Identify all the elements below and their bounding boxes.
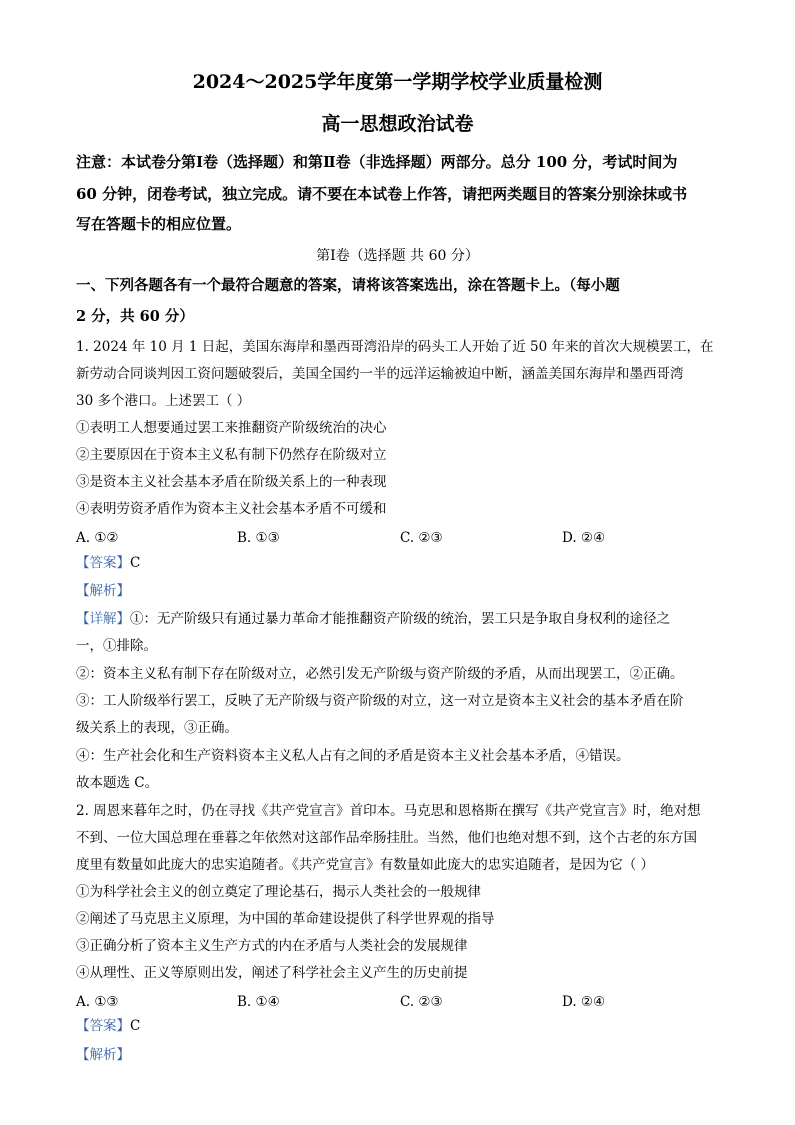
q1-option-a: A. ①②: [76, 530, 119, 546]
q1-statement: ④表明劳资矛盾作为资本主义社会基本矛盾不可缓和: [76, 501, 387, 517]
answer-tag: 【答案】: [76, 1018, 130, 1034]
q1-detail-line: ③：工人阶级举行罢工，反映了无产阶级与资产阶级的对立，这一对立是资本主义社会的基本矛盾在阶: [76, 693, 684, 709]
q2-statement: ④从理性、正义等原则出发，阐述了科学社会主义产生的历史前提: [76, 965, 468, 981]
q1-analysis-tag: 【解析】: [76, 583, 130, 599]
q1-stem-line: 新劳动合同谈判因工资问题破裂后，美国全国约一半的远洋运输被迫中断，涵盖美国东海岸和墨西哥湾: [76, 366, 684, 382]
section-heading: 2 分，共 60 分）: [76, 308, 194, 325]
q2-stem-line: 不到、一位大国总理在垂暮之年依然对这部作品牵肠挂肚。当然，他们也绝对想不到，这个古老的东方国: [76, 830, 697, 846]
q1-option-b: B. ①③: [237, 530, 280, 546]
q2-option-b: B. ①④: [237, 994, 280, 1010]
exam-title: 2024～2025学年度第一学期学校学业质量检测: [192, 71, 603, 93]
exam-subtitle: 高一思想政治试卷: [321, 113, 474, 135]
q2-analysis-tag: 【解析】: [76, 1047, 130, 1063]
answer-tag: 【答案】: [76, 555, 130, 571]
section-heading: 一、下列各题各有一个最符合题意的答案，请将该答案选出，涂在答题卡上。（每小题: [76, 277, 620, 294]
detail-tag: 【详解】: [76, 611, 130, 627]
notice-line: 写在答题卡的相应位置。: [76, 215, 242, 233]
notice-line: 注意：本试卷分第Ⅰ卷（选择题）和第Ⅱ卷（非选择题）两部分。总分 100 分，考试时间为: [76, 153, 678, 171]
q1-detail-line: [76, 609, 670, 629]
q1-answer: [76, 553, 140, 573]
q2-option-d: D. ②④: [562, 994, 606, 1010]
q1-statement: ③是资本主义社会基本矛盾在阶级关系上的一种表现: [76, 474, 387, 490]
q1-stem-line: 30 多个港口。上述罢工（ ）: [76, 393, 251, 409]
q2-stem-line: 2. 周恩来暮年之时，仍在寻找《共产党宣言》首印本。马克思和恩格斯在撰写《共产党宣言》时，绝对想: [76, 803, 701, 819]
detail-text: ①：无产阶级只有通过暴力革命才能推翻资产阶级的统治，罢工只是争取自身权利的途径之: [130, 611, 670, 627]
q1-detail-line: 级关系上的表现，③正确。: [76, 720, 238, 736]
q2-stem-line: 度里有数量如此庞大的忠实追随者。《共产党宣言》有数量如此庞大的忠实追随者，是因为它（ ）: [76, 857, 655, 873]
q2-answer: [76, 1016, 140, 1036]
q1-detail-line: 故本题选 C。: [76, 775, 159, 791]
q2-option-c: C. ②③: [400, 994, 443, 1010]
q2-statement: ②阐述了马克思主义原理，为中国的革命建设提供了科学世界观的指导: [76, 911, 495, 927]
answer-value: C: [130, 555, 141, 571]
q1-option-c: C. ②③: [400, 530, 443, 546]
answer-value: C: [130, 1018, 141, 1034]
q1-statement: ①表明工人想要通过罢工来推翻资产阶级统治的决心: [76, 420, 387, 436]
q2-statement: ①为科学社会主义的创立奠定了理论基石，揭示人类社会的一般规律: [76, 884, 481, 900]
q1-detail-line: ②：资本主义私有制下存在阶级对立，必然引发无产阶级与资产阶级的矛盾，从而出现罢工，②正确。: [76, 666, 684, 682]
q1-detail-line: ④：生产社会化和生产资料资本主义私人占有之间的矛盾是资本主义社会基本矛盾，④错误。: [76, 748, 630, 764]
q1-statement: ②主要原因在于资本主义私有制下仍然存在阶级对立: [76, 447, 387, 463]
q2-statement: ③正确分析了资本主义生产方式的内在矛盾与人类社会的发展规律: [76, 938, 468, 954]
q2-option-a: A. ①③: [76, 994, 119, 1010]
q1-detail-line: 一，①排除。: [76, 638, 157, 654]
part1-heading: 第Ⅰ卷（选择题 共 60 分）: [316, 248, 479, 264]
q1-option-d: D. ②④: [562, 530, 606, 546]
notice-line: 60 分钟，闭卷考试，独立完成。请不要在本试卷上作答，请把两类题目的答案分别涂抹或书: [76, 185, 688, 203]
q1-stem-line: 1. 2024 年 10 月 1 日起，美国东海岸和墨西哥湾沿岸的码头工人开始了近 50 年来的首次大规模罢工，在: [76, 339, 714, 355]
